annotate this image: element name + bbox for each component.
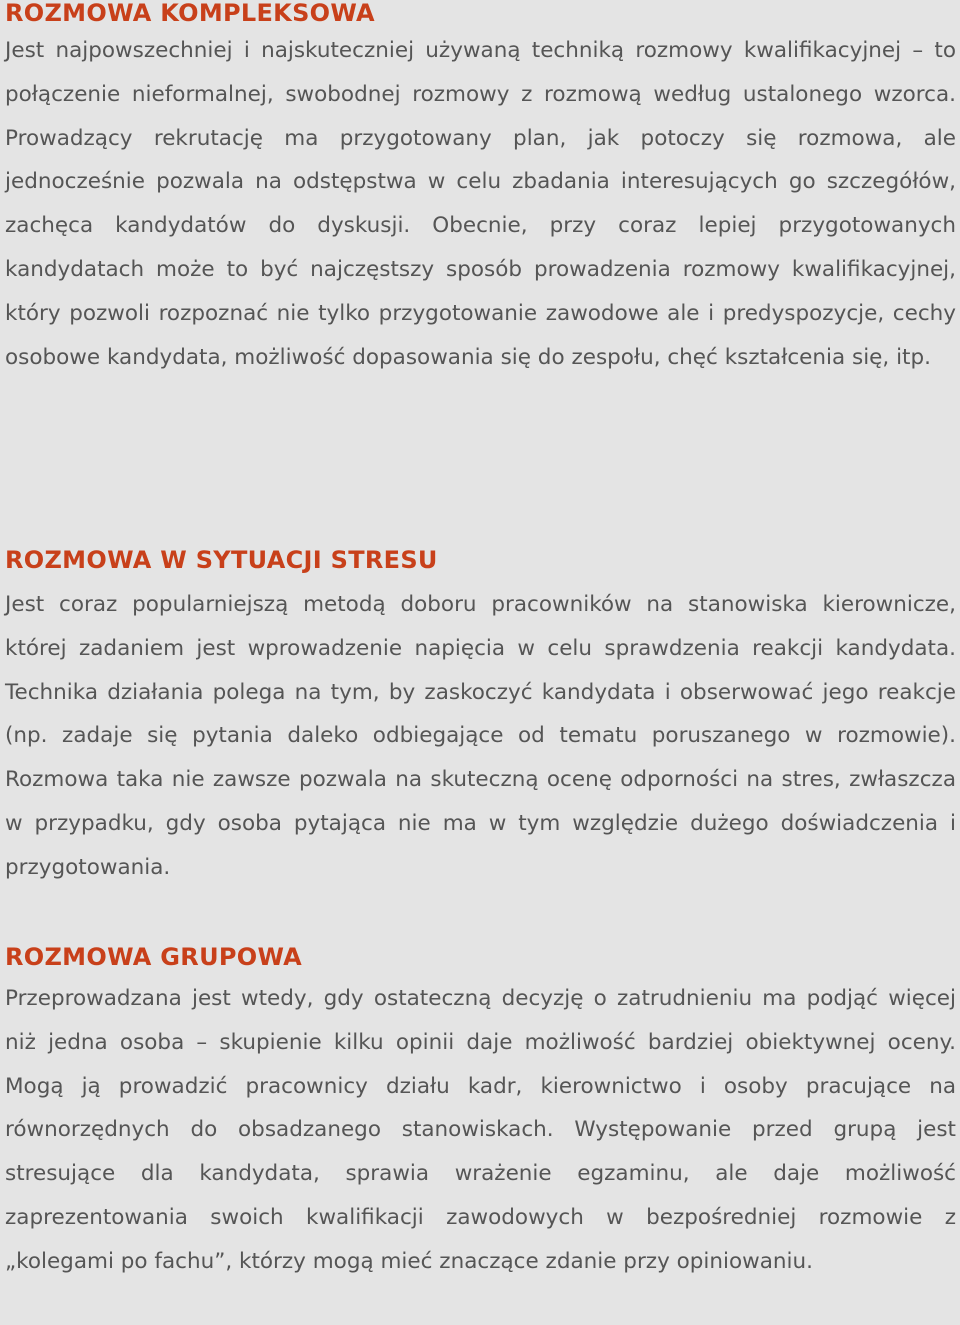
section-heading: ROZMOWA KOMPLEKSOWA <box>5 0 375 27</box>
section-heading: ROZMOWA GRUPOWA <box>5 943 303 971</box>
section-paragraph: Jest coraz popularniejszą metodą doboru pracowników na stanowiska kierownicze, której zadaniem jest wprowadzenie napięcia w celu sprawdzenia reakcji kandydata. Technika działania polega na tym, by zaskoczyć kandydata i obserwować jego reakcje (np. zadaje się pytania daleko odbiegające od tematu poruszanego w rozmowie). Rozmowa taka nie zawsze pozwala na skuteczną ocenę odporności na stres, zwłaszcza w przypadku, gdy osoba pytająca nie ma w tym względzie dużego doświadczenia i przygotowania. <box>5 592 956 880</box>
section-paragraph: Jest najpowszechniej i najskuteczniej używaną techniką rozmowy kwalifikacyjnej – to połączenie nieformalnej, swobodnej rozmowy z rozmową według ustalonego wzorca. Prowadzący rekrutację ma przygotowany plan, jak potoczy się rozmowa, ale jednocześnie pozwala na odstępstwa w celu zbadania interesujących go szczegółów, zachęca kandydatów do dyskusji. Obecnie, przy coraz lepiej przygotowanych kandydatach może to być najczęstszy sposób prowadzenia rozmowy kwalifikacyjnej, który pozwoli rozpoznać nie tylko przygotowanie zawodowe ale i predyspozycje, cechy osobowe kandydata, możliwość dopasowania się do zespołu, chęć kształcenia się, itp. <box>5 38 956 370</box>
section-paragraph: Przeprowadzana jest wtedy, gdy ostateczną decyzję o zatrudnieniu ma podjąć więcej niż jedna osoba – skupienie kilku opinii daje możliwość bardziej obiektywnej oceny. Mogą ją prowadzić pracownicy działu kadr, kierownictwo i osoby pracujące na równorzędnych do obsadzanego stanowiskach. Występowanie przed grupą jest stresujące dla kandydata, sprawia wrażenie egzaminu, ale daje możliwość zaprezentowania swoich kwalifikacji zawodowych w bezpośredniej rozmowie z „kolegami po fachu”, którzy mogą mieć znaczące zdanie przy opiniowaniu. <box>5 986 956 1274</box>
section-rozmowa-kompleksowa <box>5 0 956 379</box>
section-rozmowa-w-sytuacji-stresu <box>5 546 956 890</box>
section-heading: ROZMOWA W SYTUACJI STRESU <box>5 546 438 574</box>
section-rozmowa-grupowa <box>5 943 956 1284</box>
